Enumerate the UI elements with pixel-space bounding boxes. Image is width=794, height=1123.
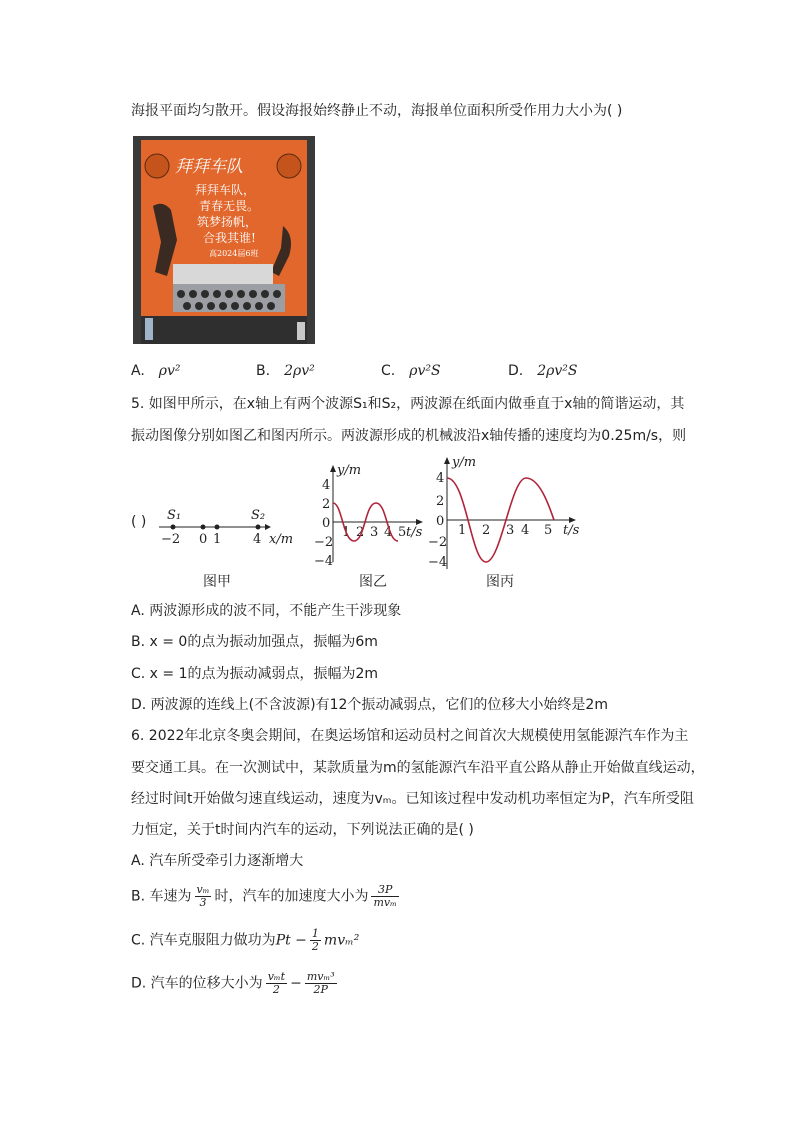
fig-jia-s1: S₁ [167,508,182,523]
fig-yi-xlabel: t/s [406,525,423,540]
q6-option-c-frac: $\frac{1}{2}$ [311,927,319,953]
fig-bing-ytick-2: 2 [436,494,445,509]
figure-jia [155,500,305,550]
q6-option-c-pre: C. 汽车克服阻力做功为 [131,932,276,949]
q6-option-b-mid: 时，汽车的加速度大小为 [214,888,369,905]
fig-yi-xtick-3: 3 [370,525,379,540]
q6-option-a: A. 汽车所受牵引力逐渐增大 [131,853,304,869]
fig-yi-caption: 图乙 [359,574,387,590]
poster-line-4: 合我其谁! [203,231,256,245]
fig-bing-ytick-4: 4 [436,471,445,486]
fig-bing-xtick-2: 2 [482,523,491,538]
q5-option-c: C. x = 1的点为振动减弱点，振幅为2m [131,666,379,682]
q5-option-a: A. 两波源形成的波不同，不能产生干涉现象 [131,603,402,619]
q6-line-3: 经过时间t开始做匀速直线运动，速度为vₘ。已知该过程中发动机功率恒定为P，汽车所受阻 [131,791,694,807]
poster-photo [133,136,315,344]
q5-bracket: ( ) [131,514,147,530]
fig-jia-tick-0: 0 [199,532,208,547]
q6-option-d-frac2: $\frac{\text{mvₘ³}}{2P}$ [306,970,335,996]
q4-option-b: B. 2ρv² [256,363,315,379]
q6-option-c: C. 汽车克服阻力做功为Pt − $\frac{1}{2}$ mvₘ² [131,927,360,953]
fig-yi-xtick-2: 2 [356,525,365,540]
fig-bing-ytick-m4: −4 [428,555,448,570]
figure-yi [312,460,432,570]
q5-option-b: B. x = 0的点为振动加强点，振幅为6m [131,634,378,650]
q6-line-4: 力恒定，关于t时间内汽车的运动，下列说法正确的是( ) [131,822,474,838]
q6-line-2: 要交通工具。在一次测试中，某款质量为m的氢能源汽车沿平直公路从静止开始做直线运动， [131,760,705,776]
fig-bing-ylabel: y/m [452,455,477,470]
q6-option-b-frac: $\frac{\text{vₘ}}{3}$ [196,883,210,909]
fig-jia-tick-4: 4 [253,532,262,547]
fig-bing-xtick-5: 5 [544,523,553,538]
fig-yi-ytick-0: 0 [322,516,331,531]
fig-bing-xtick-4: 4 [521,523,530,538]
q6-option-d-pre: D. 汽车的位移大小为 [131,975,263,992]
fig-bing-xlabel: t/s [563,523,580,538]
fig-bing-xtick-1: 1 [458,523,467,538]
figure-bing [426,452,586,572]
fig-bing-ytick-m2: −2 [428,535,448,550]
fig-yi-xtick-5: 5 [398,525,407,540]
fig-yi-xtick-1: 1 [342,525,351,540]
q6-option-d: D. 汽车的位移大小为 $\frac{\text{vₘt}}{2}$ − $\frac{\text{mvₘ³}}{2P}$ [131,970,335,996]
fig-yi-ytick-m4: −4 [314,554,334,569]
fig-yi-xtick-4: 4 [384,525,393,540]
intro-line: 海报平面均匀散开。假设海报始终静止不动，海报单位面积所受作用力大小为( ) [131,103,623,119]
fig-bing-xtick-3: 3 [506,523,515,538]
q6-option-b-frac2: $\frac{3P}{\text{mvₘ}}$ [373,883,397,909]
fig-yi-ytick-2: 2 [322,497,331,512]
fig-jia-caption: 图甲 [203,574,231,590]
q5-option-d: D. 两波源的连线上(不含波源)有12个振动减弱点，它们的位移大小始终是2m [131,697,608,713]
poster-line-5: 高2024届6班 [209,249,259,258]
fig-jia-tick-1: 1 [213,532,222,547]
q6-option-d-frac1: $\frac{\text{vₘt}}{2}$ [267,970,286,996]
poster-line-1: 拜拜车队， [195,183,256,197]
fig-bing-ytick-0: 0 [436,514,445,529]
q5-line-1: 5. 如图甲所示，在x轴上有两个波源S₁和S₂，两波源在纸面内做垂直于x轴的简谐运动，其 [131,396,685,412]
poster-line-2: 青春无畏。 [199,199,260,213]
fig-bing-caption: 图丙 [486,574,514,590]
q6-option-b [131,884,402,909]
poster-banner: 拜拜车队 [175,157,243,177]
q4-option-d: D. 2ρv²S [508,363,578,379]
q6-option-b-pre: B. 车速为 [131,888,192,905]
fig-jia-s2: S₂ [251,508,266,523]
fig-yi-ylabel: y/m [337,463,362,478]
q4-option-a: A. ρv² [131,363,181,379]
q6-line-1: 6. 2022年北京冬奥会期间，在奥运场馆和运动员村之间首次大规模使用氢能源汽车作为主 [131,728,689,744]
fig-jia-axis-label: x/m [269,532,294,547]
poster-line-3: 筑梦扬帆， [197,215,258,229]
q5-line-2: 振动图像分别如图乙和图丙所示。两波源形成的机械波沿x轴传播的速度均为0.25m/s，则 [131,428,687,444]
fig-yi-ytick-4: 4 [322,478,331,493]
fig-yi-ytick-m2: −2 [314,535,334,550]
q4-option-c: C. ρv²S [381,363,441,379]
fig-jia-tick-m2: −2 [161,532,181,547]
